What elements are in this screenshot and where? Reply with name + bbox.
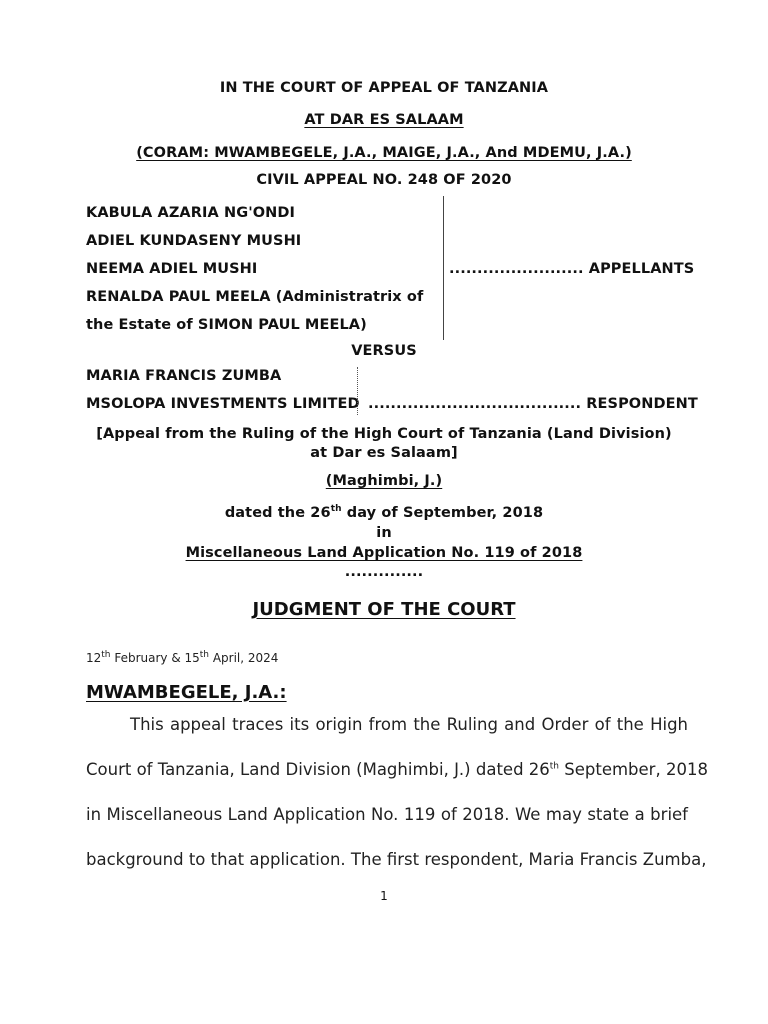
hearing-dates: 12th February & 15th April, 2024 — [86, 650, 279, 665]
judge-name: (Maghimbi, J.) — [325, 473, 443, 489]
appellant-name: KABULA AZARIA NG'ONDI — [86, 205, 296, 221]
body-line: in Miscellaneous Land Application No. 119 of 2018. We may state a brief — [86, 805, 688, 824]
judgment-author: MWAMBEGELE, J.A.: — [86, 682, 287, 703]
respondent-name: MSOLOPA INVESTMENTS LIMITED — [86, 396, 360, 412]
appellant-name: the Estate of SIMON PAUL MEELA) — [86, 317, 367, 333]
appeal-from-line2: at Dar es Salaam] — [310, 445, 458, 461]
appeal-from-line1: [Appeal from the Ruling of the High Court of Tanzania (Land Division) — [96, 426, 672, 442]
respondent-name: MARIA FRANCIS ZUMBA — [86, 368, 282, 384]
separator-dots: .............. — [344, 564, 424, 580]
appellant-name: RENALDA PAUL MEELA (Administratrix of — [86, 289, 424, 305]
in-word: in — [376, 525, 392, 541]
respondents-bracket — [357, 367, 358, 415]
court-title: IN THE COURT OF APPEAL OF TANZANIA — [219, 80, 549, 96]
body-line: background to that application. The first respondent, Maria Francis Zumba, — [86, 850, 707, 869]
body-line: Court of Tanzania, Land Division (Maghimbi, J.) dated 26th September, 2018 — [86, 760, 708, 779]
court-location: AT DAR ES SALAAM — [304, 112, 464, 128]
case-number: CIVIL APPEAL NO. 248 OF 2020 — [256, 172, 512, 188]
appellants-label: ........................ APPELLANTS — [449, 261, 695, 277]
coram: (CORAM: MWAMBEGELE, J.A., MAIGE, J.A., And MDEMU, J.A.) — [136, 145, 632, 161]
appellants-bracket — [443, 196, 444, 340]
versus: VERSUS — [351, 343, 417, 359]
body-line: This appeal traces its origin from the Ruling and Order of the High — [130, 715, 688, 734]
page-number: 1 — [380, 889, 388, 903]
dated-line: dated the 26th day of September, 2018 — [224, 504, 544, 521]
respondents-label: ...................................... RESPONDENT — [368, 396, 698, 412]
judgment-heading: JUDGMENT OF THE COURT — [252, 599, 516, 620]
appellant-name: ADIEL KUNDASENY MUSHI — [86, 233, 302, 249]
application-reference: Miscellaneous Land Application No. 119 of 2018 — [185, 545, 583, 561]
appellant-name: NEEMA ADIEL MUSHI — [86, 261, 258, 277]
